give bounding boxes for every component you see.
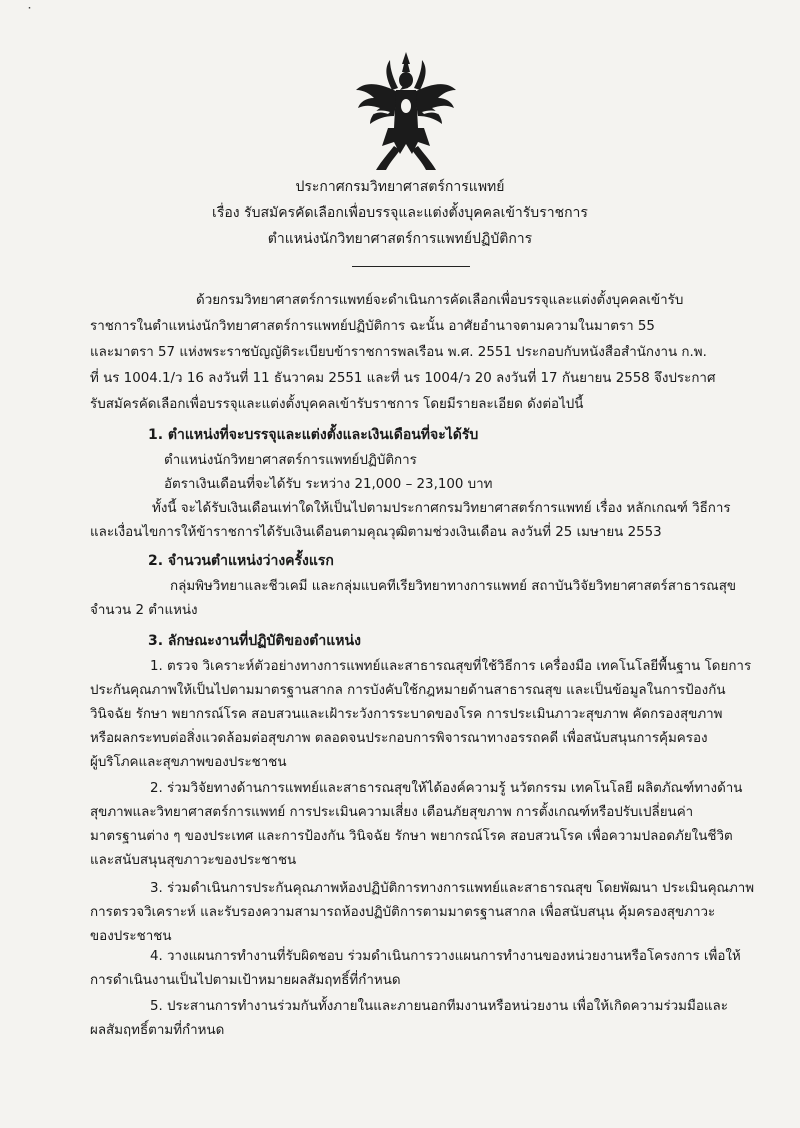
section-3-line: วินิจฉัย รักษา พยากรณ์โรค สอบสวนและเฝ้าระวังการระบาดของโรค การประเมินภาวะสุขภาพ คัดกรองสุขภาพ xyxy=(90,707,723,722)
section-3-line: มาตรฐานต่าง ๆ ของประเทศ และการป้องกัน วินิจฉัย รักษา พยากรณ์โรค สอบสวนโรค เพื่อความปลอดภัยในชีวิต xyxy=(90,829,733,844)
section-3-line: 1. ตรวจ วิเคราะห์ตัวอย่างทางการแพทย์และสาธารณสุขที่ใช้วิธีการ เครื่องมือ เทคโนโลยีพื้นฐาน โดยการ xyxy=(150,659,752,674)
section-2-line: กลุ่มพิษวิทยาและชีวเคมี และกลุ่มแบคทีเรียวิทยาทางการแพทย์ สถาบันวิจัยวิทยาศาสตร์สาธารณสุข xyxy=(170,579,737,594)
intro-line: ที่ นร 1004.1/ว 16 ลงวันที่ 11 ธันวาคม 2551 และที่ นร 1004/ว 20 ลงวันที่ 17 กันยายน 2558 จึงประกาศ xyxy=(90,371,716,386)
section-3-line: ผู้บริโภคและสุขภาพของประชาชน xyxy=(90,755,287,770)
section-3-heading: 3. ลักษณะงานที่ปฏิบัติของตำแหน่ง xyxy=(148,633,361,649)
intro-line: ราชการในตำแหน่งนักวิทยาศาสตร์การแพทย์ปฏิบัติการ ฉะนั้น อาศัยอำนาจตามความในมาตรา 55 xyxy=(90,319,655,334)
intro-line: ด้วยกรมวิทยาศาสตร์การแพทย์จะดำเนินการคัดเลือกเพื่อบรรจุและแต่งตั้งบุคคลเข้ารับ xyxy=(196,293,684,308)
announcement-title: ประกาศกรมวิทยาศาสตร์การแพทย์ xyxy=(295,179,505,195)
section-3-line: 4. วางแผนการทำงานที่รับผิดชอบ ร่วมดำเนินการวางแผนการทำงานของหน่วยงานหรือโครงการ เพื่อให้ xyxy=(150,949,741,964)
section-1-line: อัตราเงินเดือนที่จะได้รับ ระหว่าง 21,000 – 23,100 บาท xyxy=(164,477,493,492)
intro-line: และมาตรา 57 แห่งพระราชบัญญัติระเบียบข้าราชการพลเรือน พ.ศ. 2551 ประกอบกับหนังสือสำนักงาน ก.พ. xyxy=(90,345,707,360)
section-3-line: สุขภาพและวิทยาศาสตร์การแพทย์ การประเมินความเสี่ยง เตือนภัยสุขภาพ การตั้งเกณฑ์หรือปรับเปลี่ยนค่า xyxy=(90,805,694,820)
title-divider xyxy=(352,266,470,267)
section-1-line: ทั้งนี้ จะได้รับเงินเดือนเท่าใดให้เป็นไปตามประกาศกรมวิทยาศาสตร์การแพทย์ เรื่อง หลักเกณฑ์ วิธีการ xyxy=(152,501,731,516)
section-3-line: และสนับสนุนสุขภาวะของประชาชน xyxy=(90,853,297,868)
section-1-line: ตำแหน่งนักวิทยาศาสตร์การแพทย์ปฏิบัติการ xyxy=(164,453,417,468)
section-3-line: ผลสัมฤทธิ์ตามที่กำหนด xyxy=(90,1023,225,1038)
section-3-line: 3. ร่วมดำเนินการประกันคุณภาพห้องปฏิบัติการทางการแพทย์และสาธารณสุข โดยพัฒนา ประเมินคุณภาพ xyxy=(150,881,755,896)
garuda-emblem-icon xyxy=(352,50,460,178)
announcement-subject: เรื่อง รับสมัครคัดเลือกเพื่อบรรจุและแต่งตั้งบุคคลเข้ารับราชการ xyxy=(212,205,588,221)
scan-mark: ˙ xyxy=(26,6,33,22)
section-3-line: ของประชาชน xyxy=(90,929,172,944)
section-1-line: และเงื่อนไขการให้ข้าราชการได้รับเงินเดือนตามคุณวุฒิตามช่วงเงินเดือน ลงวันที่ 25 เมษายน 2553 xyxy=(90,525,662,540)
section-3-line: 5. ประสานการทำงานร่วมกันทั้งภายในและภายนอกทีมงานหรือหน่วยงาน เพื่อให้เกิดความร่วมมือและ xyxy=(150,999,728,1014)
section-3-line: การตรวจวิเคราะห์ และรับรองความสามารถห้องปฏิบัติการตามมาตรฐานสากล เพื่อสนับสนุน คุ้มครองสุขภาวะ xyxy=(90,905,716,920)
section-1-heading: 1. ตำแหน่งที่จะบรรจุและแต่งตั้งและเงินเดือนที่จะได้รับ xyxy=(148,427,479,443)
section-3-line: ประกันคุณภาพให้เป็นไปตามมาตรฐานสากล การบังคับใช้กฎหมายด้านสาธารณสุข และเป็นข้อมูลในการป้องกัน xyxy=(90,683,726,698)
section-2-heading: 2. จำนวนตำแหน่งว่างครั้งแรก xyxy=(148,553,334,569)
announcement-position: ตำแหน่งนักวิทยาศาสตร์การแพทย์ปฏิบัติการ xyxy=(267,231,533,247)
section-2-line: จำนวน 2 ตำแหน่ง xyxy=(90,603,198,618)
section-3-line: 2. ร่วมวิจัยทางด้านการแพทย์และสาธารณสุขให้ได้องค์ความรู้ นวัตกรรม เทคโนโลยี ผลิตภัณฑ์ทางด้าน xyxy=(150,781,743,796)
intro-line: รับสมัครคัดเลือกเพื่อบรรจุและแต่งตั้งบุคคลเข้ารับราชการ โดยมีรายละเอียด ดังต่อไปนี้ xyxy=(90,397,584,412)
section-3-line: การดำเนินงานเป็นไปตามเป้าหมายผลสัมฤทธิ์ที่กำหนด xyxy=(90,973,401,988)
section-3-line: หรือผลกระทบต่อสิ่งแวดล้อมต่อสุขภาพ ตลอดจนประกอบการพิจารณาทางอรรถคดี เพื่อสนับสนุนการคุ้มครอง xyxy=(90,731,708,746)
